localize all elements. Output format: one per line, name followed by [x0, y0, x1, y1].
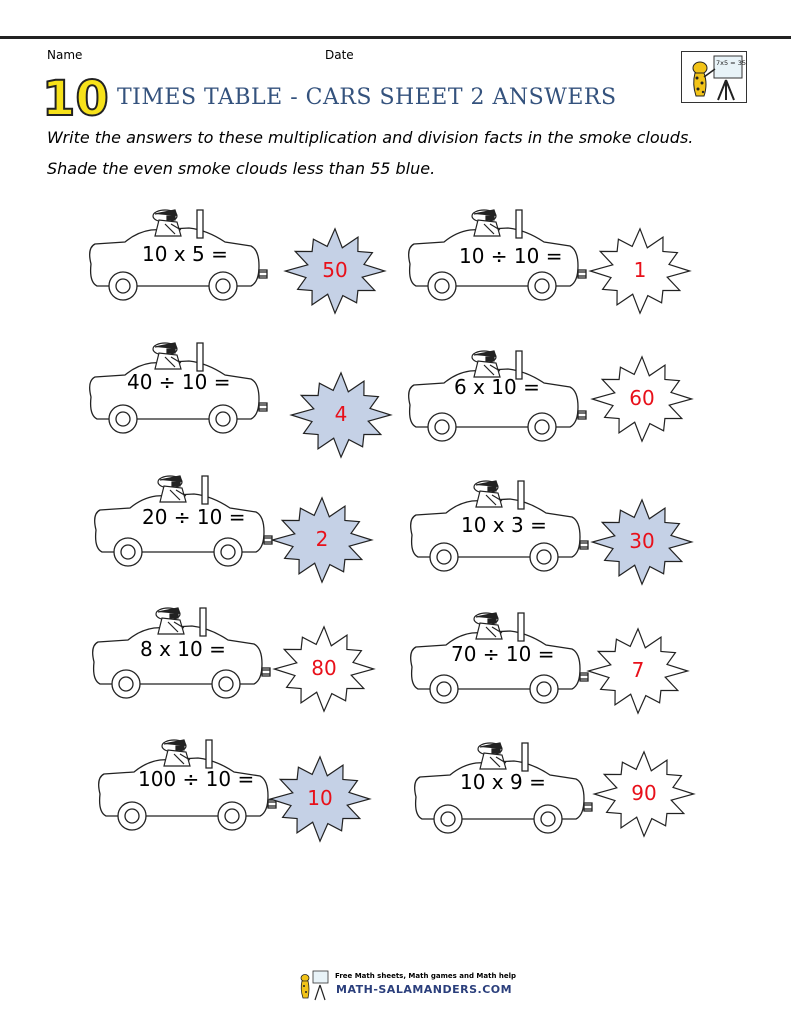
problem-question: 20 ÷ 10 =: [142, 505, 246, 529]
driver-icon: [156, 608, 184, 634]
driver-icon: [153, 343, 181, 369]
top-rule: [0, 36, 791, 39]
car-problem: [85, 206, 375, 306]
svg-text:7x5 = 35: 7x5 = 35: [716, 59, 746, 67]
problem-answer: 30: [629, 529, 655, 553]
problem-question: 70 ÷ 10 =: [451, 642, 555, 666]
problem-question: 8 x 10 =: [140, 637, 226, 661]
driver-icon: [472, 351, 500, 377]
car-problem: [85, 339, 375, 439]
car-problem: [404, 206, 694, 306]
problem-question: 40 ÷ 10 =: [127, 370, 231, 394]
car-problem: [404, 347, 694, 447]
car-problem: [94, 736, 384, 836]
car-problem: [90, 472, 380, 572]
problem-answer: 90: [631, 781, 657, 805]
car-problem: [88, 604, 378, 704]
problem-answer: 1: [633, 258, 647, 282]
problem-question: 100 ÷ 10 =: [138, 767, 255, 791]
instruction-line-1: Write the answers to these multiplication and division facts in the smoke clouds.: [47, 128, 694, 147]
problem-answer: 2: [315, 527, 329, 551]
problem-answer: 60: [629, 386, 655, 410]
problem-answer: 80: [311, 656, 337, 680]
footer-site: MATH-SALAMANDERS.COM: [336, 983, 513, 996]
footer-salamander-icon: [296, 969, 330, 1001]
problem-question: 10 x 3 =: [461, 513, 547, 537]
car-problem: [410, 739, 700, 839]
driver-icon: [158, 476, 186, 502]
driver-icon: [153, 210, 181, 236]
svg-text:10: 10: [42, 72, 109, 122]
car-problem: [406, 477, 696, 577]
driver-icon: [478, 743, 506, 769]
footer-tagline: Free Math sheets, Math games and Math help: [335, 972, 517, 980]
driver-icon: [474, 481, 502, 507]
problem-question: 6 x 10 =: [454, 375, 540, 399]
problem-answer: 7: [631, 658, 645, 682]
problem-question: 10 x 9 =: [460, 770, 546, 794]
driver-icon: [472, 210, 500, 236]
times-table-number: [40, 72, 116, 122]
instruction-line-2: Shade the even smoke clouds less than 55 blue.: [47, 159, 436, 178]
problem-answer: 10: [307, 786, 333, 810]
date-label: Date: [325, 48, 354, 62]
problem-question: 10 ÷ 10 =: [459, 244, 563, 268]
driver-icon: [474, 613, 502, 639]
salamander-teacher-icon: [681, 51, 747, 103]
problem-question: 10 x 5 =: [142, 242, 228, 266]
problem-answer: 4: [334, 402, 348, 426]
problem-answer: 50: [322, 258, 348, 282]
page-title: TIMES TABLE - CARS SHEET 2 ANSWERS: [117, 85, 617, 110]
driver-icon: [162, 740, 190, 766]
name-label: Name: [47, 48, 83, 62]
car-problem: [406, 609, 696, 709]
